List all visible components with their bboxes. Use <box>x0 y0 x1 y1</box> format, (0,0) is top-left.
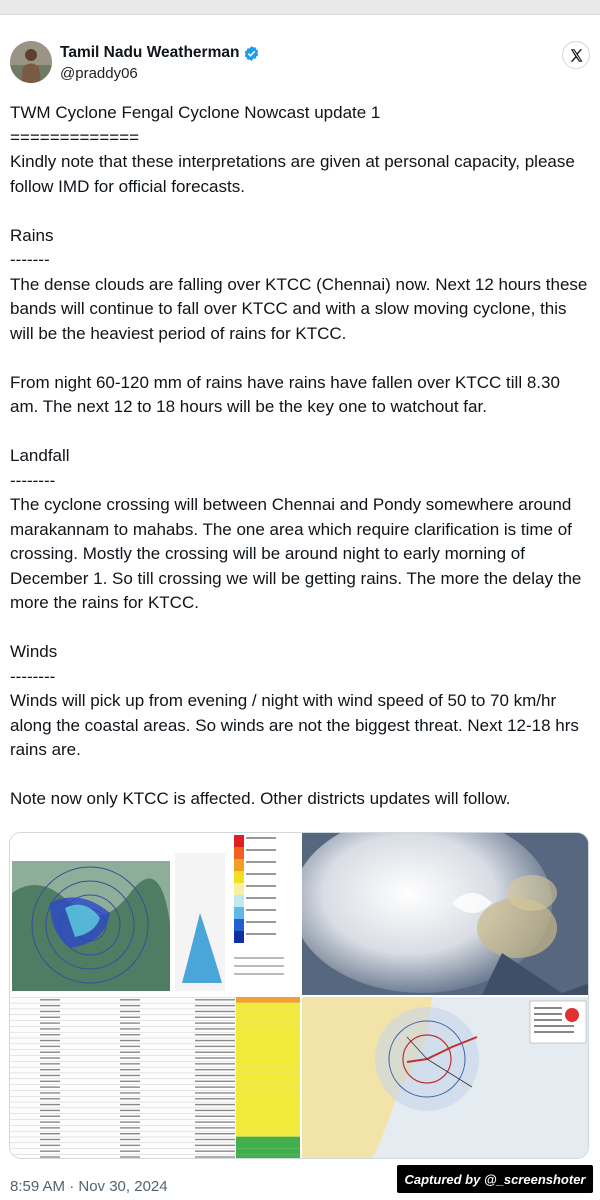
tweet-paragraph: Kindly note that these interpretations are given at personal capacity, please follow IMD for official forecasts. <box>10 152 580 196</box>
rainfall-table-image[interactable] <box>10 997 300 1159</box>
tweet-paragraph: ------- <box>10 250 50 269</box>
paragraph-gap <box>10 616 590 641</box>
avatar[interactable] <box>10 41 52 83</box>
post-timestamp[interactable]: 8:59 AM · Nov 30, 2024 <box>10 1178 168 1195</box>
tweet-paragraph: Winds will pick up from evening / night with wind speed of 50 to 70 km/hr along the coastal areas. So winds are not the biggest threat. Next 12-18 hrs rains are. <box>10 691 584 759</box>
paragraph-gap <box>10 199 590 224</box>
media-grid[interactable] <box>9 832 589 1159</box>
tweet-card <box>0 14 600 1200</box>
cyclone-track-map-image[interactable] <box>302 997 589 1159</box>
tweet-paragraph: Rains <box>10 225 54 245</box>
paragraph-gap <box>10 420 590 445</box>
tweet-paragraph: Winds <box>10 642 58 661</box>
author-name-row[interactable] <box>60 44 260 62</box>
radar-image[interactable] <box>10 833 300 995</box>
tweet-paragraph: From night 60-120 mm of rains have rains have fallen over KTCC till 8.30 am. The next 12 to 18 hours will be the key one to watchout far. <box>10 372 565 416</box>
author-handle[interactable]: @praddy06 <box>60 65 138 82</box>
tweet-text <box>10 101 593 812</box>
tweet-paragraph: TWM Cyclone Fengal Cyclone Nowcast update 1 <box>10 103 381 122</box>
paragraph-gap <box>10 763 590 788</box>
tweet-paragraph: ============= <box>10 127 140 147</box>
paragraph-gap <box>10 346 590 371</box>
capture-badge: Captured by @_screenshoter <box>397 1165 593 1193</box>
satellite-image[interactable] <box>302 833 589 995</box>
tweet-paragraph: Note now only KTCC is affected. Other districts updates will follow. <box>10 789 511 808</box>
verified-badge-icon <box>243 45 260 62</box>
x-logo-icon[interactable] <box>562 41 590 69</box>
tweet-paragraph: -------- <box>10 666 56 686</box>
tweet-paragraph: -------- <box>10 470 56 490</box>
tweet-paragraph: Landfall <box>10 446 70 465</box>
tweet-paragraph: The dense clouds are falling over KTCC (Chennai) now. Next 12 hours these bands will continue to fall over KTCC and with a slow moving cyclone, this will be the heaviest period of rains for KTCC. <box>10 274 593 343</box>
tweet-paragraph: The cyclone crossing will between Chennai and Pondy somewhere around marakannam to mahabs. The one area which require clarification is time of crossing. Mostly the crossing will be around night to early morning of December 1. So till crossing we will be getting rains. The more the delay the more the rains for KTCC. <box>10 495 587 612</box>
author-name[interactable]: Tamil Nadu Weatherman <box>60 44 240 61</box>
